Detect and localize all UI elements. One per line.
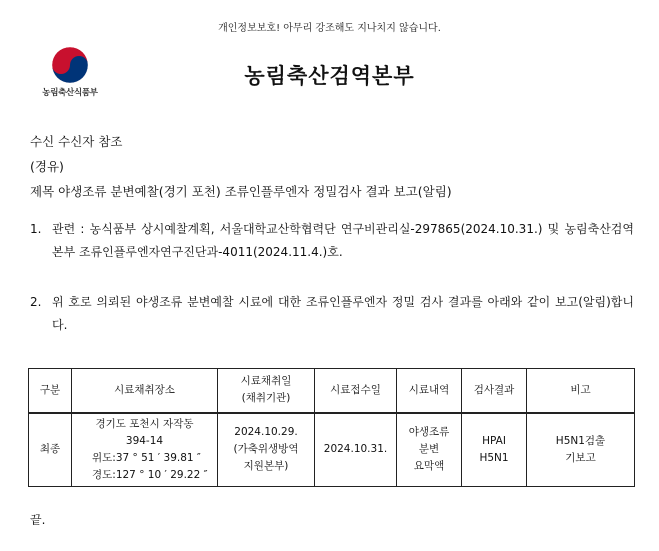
- header-receipt-date: 시료접수일: [315, 369, 397, 413]
- header-collect-date: [218, 369, 315, 413]
- item-number: 2.: [30, 295, 42, 309]
- cell-result: [462, 413, 527, 487]
- cell-category: 최종: [29, 413, 72, 487]
- cell-note: [527, 413, 635, 487]
- subject-line: 제목 야생조류 분변예찰(경기 포천) 조류인플루엔자 정밀검사 결과 보고(알림): [30, 184, 452, 199]
- result-value-2: H5N1: [479, 451, 509, 464]
- body-item-2: [30, 291, 634, 339]
- organization-title: 농림축산검역본부: [244, 64, 415, 88]
- table-row: [29, 413, 635, 487]
- item-number: 1.: [30, 222, 42, 236]
- item-text: 위 호로 의뢰된 야생조류 분변예찰 시료에 대한 조류인플루엔자 정밀 검사 결과를 아래와 같이 보고(알림)합니다.: [52, 295, 634, 332]
- cell-sample: [397, 413, 462, 487]
- recipient-line: 수신 수신자 참조: [30, 134, 123, 149]
- cell-receipt-date: 2024.10.31.: [315, 413, 397, 487]
- privacy-slogan: 개인정보보호! 아무리 강조해도 지나치지 않습니다.: [218, 23, 441, 34]
- location-lot: 394-14: [125, 434, 164, 447]
- header-result: 검사결과: [462, 369, 527, 413]
- table-header-row: [29, 369, 635, 413]
- end-mark: 끝.: [30, 513, 46, 527]
- result-table: [28, 368, 635, 487]
- longitude-value: 경도:127 ° 10 ′ 29.22 ″: [92, 468, 208, 481]
- header-location: 시료채취장소: [72, 369, 218, 413]
- sample-value-2: 분변: [418, 443, 440, 456]
- note-value-2: 기보고: [565, 451, 596, 464]
- note-value-1: H5N1검출: [555, 434, 606, 447]
- header-note: 비고: [527, 369, 635, 413]
- item-text: 관련 : 농식품부 상시예찰계획, 서울대학교산학협력단 연구비관리실-297865(2024.10.31.) 및 농림축산검역본부 조류인플루엔자연구진단과-4011(2024.11.4.)호.: [52, 222, 634, 259]
- header-category: 구분: [29, 369, 72, 413]
- cell-collect-date: [218, 413, 315, 487]
- sample-value-3: 요막액: [413, 460, 445, 473]
- sample-value-1: 야생조류: [408, 426, 450, 439]
- location-address: 경기도 포천시 자작동: [95, 417, 194, 430]
- header-collect-date-label: 시료채취일: [240, 375, 292, 388]
- header-collect-org-label: (채취기관): [241, 392, 291, 405]
- via-line: (경유): [30, 159, 64, 174]
- latitude-value: 위도:37 ° 51 ′ 39.81 ″: [92, 451, 201, 464]
- collect-date-value: 2024.10.29.: [234, 426, 298, 439]
- header-sample: 시료내역: [397, 369, 462, 413]
- collect-org-value-1: (가축위생방역: [233, 443, 299, 456]
- logo-label: 농림축산식품부: [42, 88, 98, 98]
- body-item-1: [30, 218, 634, 266]
- cell-location: [72, 413, 218, 487]
- collect-org-value-2: 지원본부): [243, 460, 289, 473]
- result-value-1: HPAI: [482, 434, 506, 447]
